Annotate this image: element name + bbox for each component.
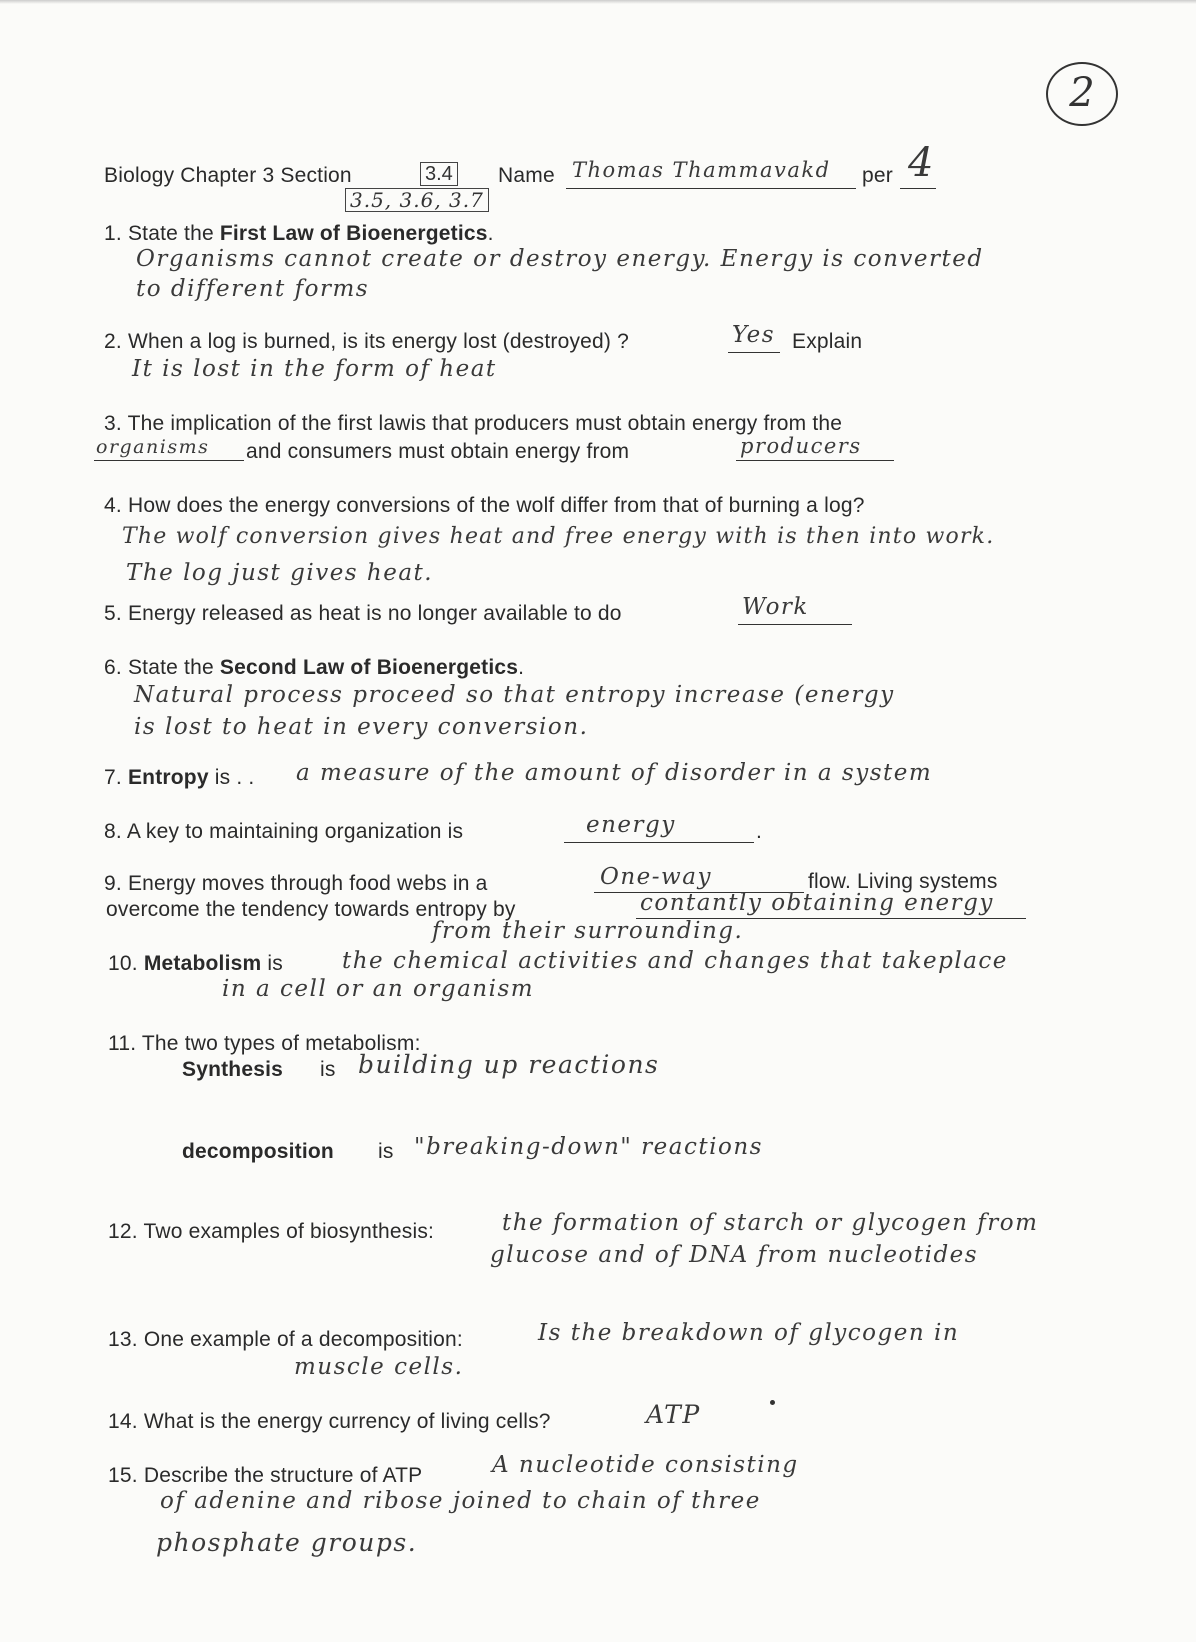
name-label: Name: [498, 164, 555, 187]
decomposition-is: is: [378, 1140, 394, 1163]
answer-4-line-1: The wolf conversion gives heat and free energy with is then into work.: [122, 524, 995, 549]
question-15: 15. Describe the structure of ATP: [108, 1464, 423, 1487]
scan-edge: [0, 0, 1196, 4]
answer-6-line-1: Natural process proceed so that entropy increase (energy: [134, 682, 895, 708]
question-11: 11. The two types of metabolism:: [108, 1032, 421, 1055]
section-box: 3.4: [420, 162, 458, 186]
answer-1-line-2: to different forms: [136, 276, 370, 302]
question-8-period: .: [756, 820, 763, 843]
answer-1-line-1: Organisms cannot create or destroy energy. Energy is converted: [136, 246, 984, 272]
pencil-dot: [770, 1400, 775, 1405]
decomposition-label: decomposition: [182, 1140, 334, 1163]
answer-9-continued: from their surrounding.: [432, 918, 744, 944]
question-7: 7. Entropy is . .: [104, 766, 255, 789]
period-underline: [900, 188, 936, 189]
blank-3b-underline: [736, 460, 894, 461]
answer-13-line-2: muscle cells.: [294, 1354, 464, 1380]
question-9-flow: flow. Living systems: [808, 870, 998, 893]
answer-15-line-1: A nucleotide consisting: [492, 1452, 799, 1478]
answer-9-blank-2: contantly obtaining energy: [640, 890, 994, 916]
answer-13-line-1: Is the breakdown of glycogen in: [538, 1320, 960, 1346]
question-3-part-2: and consumers must obtain energy from: [246, 440, 630, 463]
question-2: 2. When a log is burned, is its energy lost (destroyed) ?: [104, 330, 630, 353]
name-underline: [566, 188, 856, 189]
question-13: 13. One example of a decomposition:: [108, 1328, 463, 1351]
question-4: 4. How does the energy conversions of the wolf differ from that of burning a log?: [104, 494, 865, 517]
period-value: 4: [908, 140, 935, 186]
answer-3-blank-1: organisms: [96, 436, 210, 458]
answer-9-blank-1: One-way: [600, 864, 712, 890]
page-number: 2: [1046, 62, 1118, 126]
question-5: 5. Energy released as heat is no longer available to do: [104, 602, 622, 625]
answer-14: ATP: [646, 1400, 701, 1429]
answer-2-explanation: It is lost in the form of heat: [132, 356, 497, 382]
question-8: 8. A key to maintaining organization is: [104, 820, 464, 843]
student-name: Thomas Thammavakd: [572, 158, 831, 182]
answer-11-decomposition: "breaking-down" reactions: [414, 1134, 763, 1160]
section-extra-box: 3.5, 3.6, 3.7: [345, 188, 489, 212]
answer-7: a measure of the amount of disorder in a system: [296, 760, 933, 786]
answer-3-blank-2: producers: [740, 434, 862, 458]
question-12: 12. Two examples of biosynthesis:: [108, 1220, 435, 1243]
synthesis-is: is: [320, 1058, 336, 1081]
question-9: 9. Energy moves through food webs in a: [104, 872, 488, 895]
period-label: per: [862, 164, 893, 187]
answer-11-synthesis: building up reactions: [358, 1050, 660, 1079]
blank-8-underline: [564, 842, 754, 843]
question-1: 1. State the First Law of Bioenergetics.: [104, 222, 494, 245]
question-6: 6. State the Second Law of Bioenergetics.: [104, 656, 525, 679]
question-9-part-2: overcome the tendency towards entropy by: [106, 898, 516, 921]
answer-12-line-2: glucose and of DNA from nucleotides: [490, 1242, 979, 1268]
answer-10-line-1: the chemical activities and changes that takeplace: [342, 948, 1008, 974]
answer-8-blank: energy: [586, 812, 676, 838]
answer-12-line-1: the formation of starch or glycogen from: [502, 1210, 1039, 1236]
question-10: 10. Metabolism is: [108, 952, 283, 975]
question-14: 14. What is the energy currency of living cells?: [108, 1410, 551, 1433]
answer-10-line-2: in a cell or an organism: [222, 976, 535, 1002]
synthesis-label: Synthesis: [182, 1058, 284, 1081]
answer-4-line-2: The log just gives heat.: [126, 560, 434, 586]
blank-5-underline: [738, 624, 852, 625]
blank-2-underline: [728, 352, 780, 353]
question-3: 3. The implication of the first lawis that producers must obtain energy from the: [104, 412, 843, 435]
answer-2-blank: Yes: [732, 322, 776, 348]
answer-5-blank: Work: [742, 594, 809, 620]
answer-15-line-3: phosphate groups.: [156, 1528, 418, 1557]
blank-3a-underline: [94, 460, 244, 461]
answer-15-line-2: of adenine and ribose joined to chain of three: [160, 1488, 761, 1514]
worksheet-title: Biology Chapter 3 Section: [104, 164, 352, 187]
answer-6-line-2: is lost to heat in every conversion.: [134, 714, 589, 740]
explain-label: Explain: [792, 330, 863, 353]
